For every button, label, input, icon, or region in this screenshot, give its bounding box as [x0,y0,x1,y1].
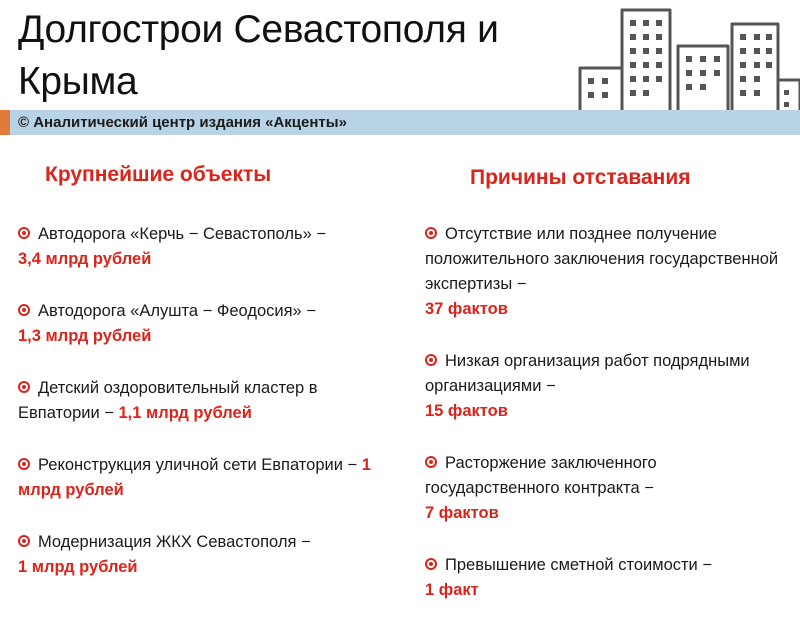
list-item [18,299,393,349]
list-item [425,222,790,322]
reasons-list [425,222,790,630]
item-amount: 15 фактов [425,402,508,420]
banner-marker [0,110,10,135]
target-bullet-icon [18,535,30,547]
item-amount: 1 млрд рублей [18,558,138,576]
item-text: Расторжение заключенного государственного контракта − [425,454,657,497]
list-item [18,530,393,580]
list-item [18,453,393,503]
target-bullet-icon [425,558,437,570]
item-amount: 1,1 млрд рублей [118,404,252,422]
target-bullet-icon [425,354,437,366]
source-banner [0,110,800,135]
item-text: Отсутствие или позднее получение положительного заключения государственной экспертизы − [425,225,779,293]
target-bullet-icon [18,304,30,316]
list-item [425,349,790,424]
target-bullet-icon [18,458,30,470]
target-bullet-icon [18,381,30,393]
target-bullet-icon [425,227,437,239]
list-item [18,222,393,272]
target-bullet-icon [425,456,437,468]
item-amount: 37 фактов [425,300,508,318]
item-amount: 3,4 млрд рублей [18,250,152,268]
item-amount: 7 фактов [425,504,499,522]
list-item [425,553,790,603]
item-amount: 1,3 млрд рублей [18,327,152,345]
page-title [18,4,558,108]
item-amount: 1 факт [425,581,479,599]
list-item [425,451,790,526]
objects-list [18,222,393,607]
heading-largest-objects: Крупнейшие объекты [45,163,272,186]
heading-delay-reasons: Причины отставания [470,166,691,189]
title-line-1: Долгострои Севастополя и [18,8,499,51]
list-item [18,376,393,426]
item-text: Низкая организация работ подрядными организациями − [425,352,750,395]
item-text: Модернизация ЖКХ Севастополя − [38,533,311,551]
item-amount: 1 млрд рублей [18,456,371,499]
item-text: Автодорога «Алушта − Феодосия» − [38,302,316,320]
item-text: Превышение сметной стоимости − [445,556,712,574]
source-credit: © Аналитический центр издания «Акценты» [18,114,347,131]
item-text: Детский оздоровительный кластер в Евпатории − [18,379,318,422]
item-text: Реконструкция уличной сети Евпатории − [38,456,358,474]
target-bullet-icon [18,227,30,239]
item-text: Автодорога «Керчь − Севастополь» − [38,225,326,243]
title-line-2: Крыма [18,60,138,103]
